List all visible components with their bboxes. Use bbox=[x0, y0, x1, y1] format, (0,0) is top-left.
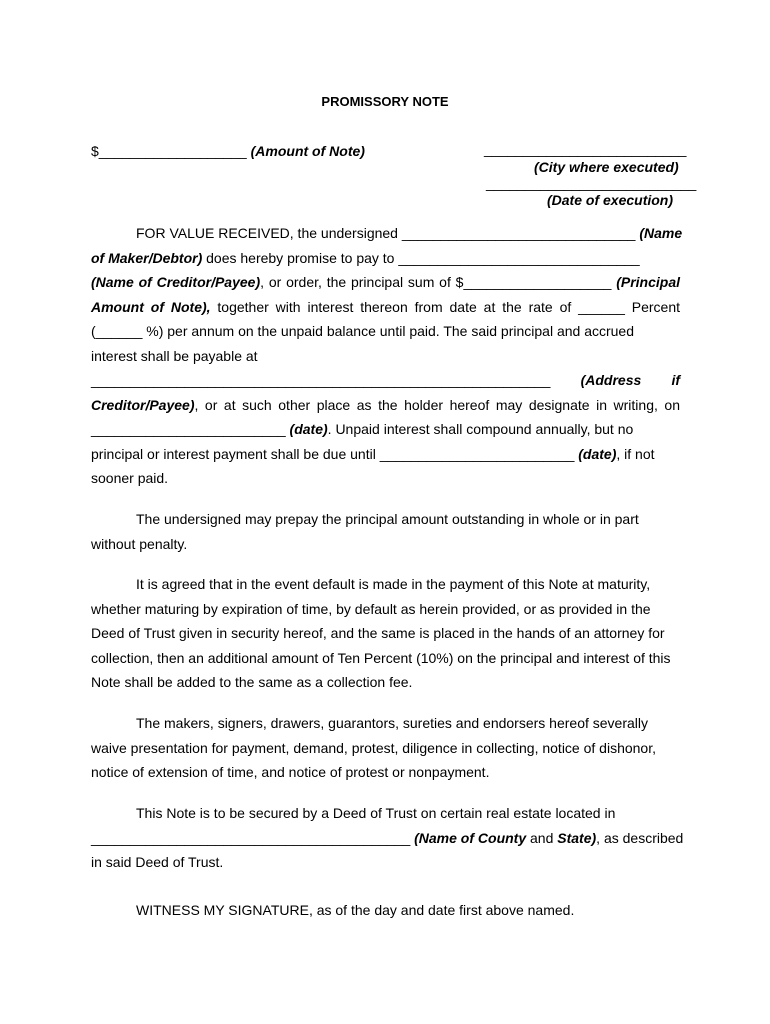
text-span: of Maker/Debtor) bbox=[91, 249, 203, 266]
text-span: (Principal bbox=[616, 274, 680, 290]
text-span: FOR VALUE RECEIVED, the undersigned ______________________________ bbox=[136, 225, 640, 241]
paragraph-prepay bbox=[91, 507, 680, 556]
text-line bbox=[91, 442, 680, 467]
text-line: collection, then an additional amount of Ten Percent (10%) on the principal and interest of this bbox=[91, 649, 671, 666]
text-line bbox=[91, 572, 680, 597]
text-span: principal or interest payment shall be due until _________________________ bbox=[91, 445, 579, 462]
text-span: (Address if bbox=[580, 372, 680, 388]
text-line bbox=[91, 368, 680, 393]
date-label: (Date of execution) bbox=[547, 192, 674, 208]
text-span: The undersigned may prepay the principal amount outstanding in whole or in part bbox=[136, 511, 639, 527]
text-span: WITNESS MY SIGNATURE, as of the day and date first above named. bbox=[136, 902, 575, 918]
text-line bbox=[91, 270, 680, 295]
amount-label: (Amount of Note) bbox=[250, 143, 365, 159]
city-blank: __________________________ bbox=[484, 141, 687, 157]
text-span: . Unpaid interest shall compound annually, but no bbox=[327, 421, 634, 437]
text-span: (Name bbox=[639, 225, 683, 241]
text-line bbox=[91, 898, 680, 923]
city-label: (City where executed) bbox=[534, 159, 679, 175]
paragraph-value-received bbox=[91, 221, 683, 491]
text-line: interest shall be payable at bbox=[91, 347, 258, 364]
text-span: Creditor/Payee) bbox=[91, 396, 195, 413]
paragraph-default bbox=[91, 572, 680, 695]
text-line bbox=[91, 507, 680, 532]
text-span: , if not bbox=[616, 445, 655, 462]
paragraph-deed-of-trust bbox=[91, 801, 684, 875]
text-line: sooner paid. bbox=[91, 470, 169, 486]
text-line: waive presentation for payment, demand, protest, diligence in collecting, notice of dishonor, bbox=[91, 739, 656, 756]
text-line: in said Deed of Trust. bbox=[91, 854, 224, 870]
text-line: (______ %) per annum on the unpaid balance until paid. The said principal and accrued bbox=[91, 323, 634, 339]
document-title: PROMISSORY NOTE bbox=[321, 94, 449, 109]
text-span: does hereby promise to pay to _______________________________ bbox=[202, 249, 640, 266]
text-span: It is agreed that in the event default is made in the payment of this Note at maturity, bbox=[136, 576, 651, 592]
text-span: State) bbox=[557, 829, 597, 846]
text-span: Amount of Note), bbox=[91, 298, 211, 315]
text-line bbox=[91, 826, 684, 851]
text-line: notice of extension of time, and notice of protest or nonpayment. bbox=[91, 764, 490, 780]
text-span: ___________________________________________________________ bbox=[91, 372, 581, 388]
paragraph-waiver bbox=[91, 711, 680, 785]
text-line: without penalty. bbox=[91, 535, 188, 552]
text-span: , as described bbox=[596, 829, 684, 846]
text-line: whether maturing by expiration of time, by default as herein provided, or as provided in the bbox=[91, 600, 651, 617]
text-line bbox=[91, 393, 680, 418]
text-span: (Name of County bbox=[414, 829, 527, 846]
paragraph-witness bbox=[91, 898, 680, 923]
text-span: _________________________ bbox=[91, 421, 290, 437]
text-line: Deed of Trust given in security hereof, and the same is placed in the hands of an attorney for bbox=[91, 625, 665, 641]
text-span: and bbox=[526, 829, 558, 846]
text-span: The makers, signers, drawers, guarantors, sureties and endorsers hereof severally bbox=[136, 715, 649, 731]
text-span: together with interest thereon from date at the rate of ______ Percent bbox=[210, 298, 680, 315]
amount-blank: $___________________ bbox=[91, 143, 251, 159]
amount-of-note-field bbox=[91, 143, 365, 159]
text-span: (Name of Creditor/Payee) bbox=[91, 274, 261, 290]
date-blank: ___________________________ bbox=[486, 175, 697, 191]
text-span: (date) bbox=[289, 421, 328, 437]
text-span: (date) bbox=[578, 445, 617, 462]
text-span: _________________________________________ bbox=[91, 829, 415, 846]
text-span: , or order, the principal sum of $___________________ bbox=[260, 274, 617, 290]
text-span: , or at such other place as the holder hereof may designate in writing, on bbox=[194, 396, 680, 413]
text-line bbox=[91, 246, 680, 271]
text-line bbox=[91, 221, 683, 246]
text-line bbox=[91, 801, 680, 826]
text-line: Note shall be added to the same as a collection fee. bbox=[91, 674, 413, 690]
text-line bbox=[91, 295, 680, 320]
text-line bbox=[91, 711, 680, 736]
text-line bbox=[91, 417, 680, 442]
text-span: This Note is to be secured by a Deed of Trust on certain real estate located in bbox=[136, 805, 616, 821]
